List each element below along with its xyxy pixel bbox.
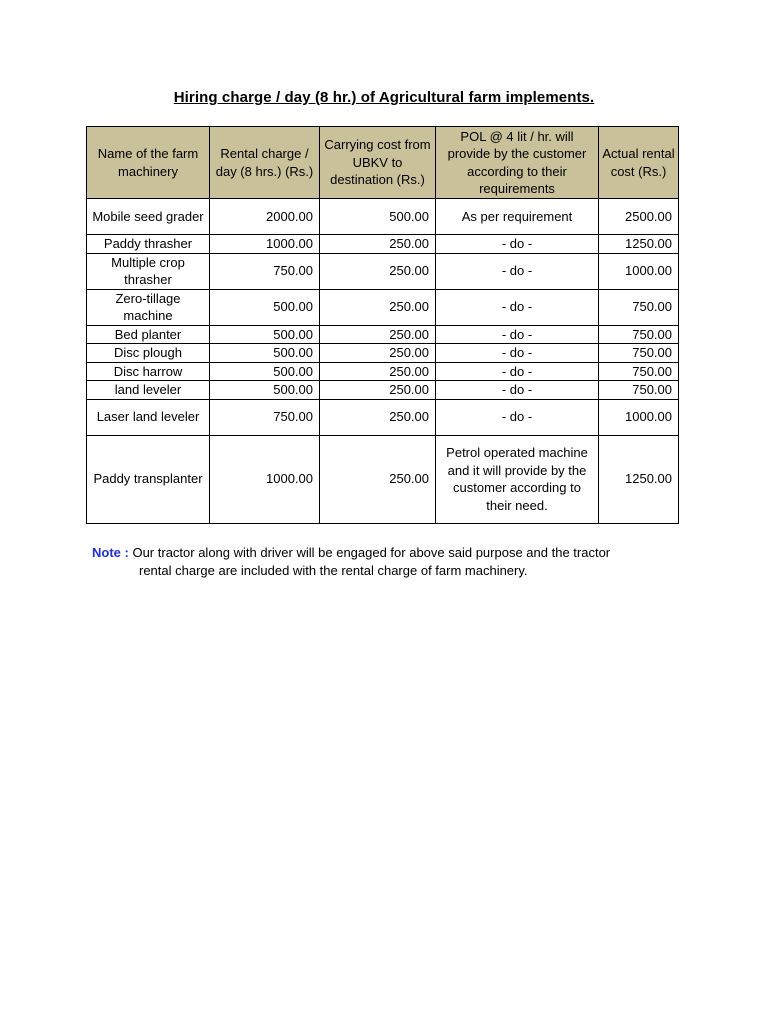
cell-carrying-cost: 250.00 bbox=[320, 344, 436, 363]
cell-actual-rental-cost: 750.00 bbox=[599, 289, 679, 325]
cell-actual-rental-cost: 1000.00 bbox=[599, 253, 679, 289]
cell-carrying-cost: 250.00 bbox=[320, 253, 436, 289]
hiring-charge-table bbox=[86, 126, 679, 524]
cell-pol: - do - bbox=[436, 325, 599, 344]
header-machinery-name: Name of the farm machinery bbox=[87, 127, 210, 199]
note-label: Note : bbox=[92, 545, 129, 560]
cell-rental-charge: 500.00 bbox=[210, 325, 320, 344]
cell-carrying-cost: 250.00 bbox=[320, 289, 436, 325]
cell-pol: - do - bbox=[436, 362, 599, 381]
cell-carrying-cost: 250.00 bbox=[320, 362, 436, 381]
cell-actual-rental-cost: 2500.00 bbox=[599, 199, 679, 235]
cell-machinery-name: Disc plough bbox=[87, 344, 210, 363]
cell-carrying-cost: 500.00 bbox=[320, 199, 436, 235]
cell-machinery-name: Paddy transplanter bbox=[87, 435, 210, 523]
cell-machinery-name: land leveler bbox=[87, 381, 210, 400]
cell-actual-rental-cost: 750.00 bbox=[599, 325, 679, 344]
cell-rental-charge: 500.00 bbox=[210, 289, 320, 325]
cell-actual-rental-cost: 1250.00 bbox=[599, 235, 679, 254]
cell-pol: - do - bbox=[436, 235, 599, 254]
table-row bbox=[87, 325, 679, 344]
cell-rental-charge: 750.00 bbox=[210, 399, 320, 435]
cell-actual-rental-cost: 750.00 bbox=[599, 362, 679, 381]
note-line-2: rental charge are included with the rental charge of farm machinery. bbox=[139, 562, 528, 578]
cell-actual-rental-cost: 750.00 bbox=[599, 344, 679, 363]
cell-carrying-cost: 250.00 bbox=[320, 235, 436, 254]
cell-rental-charge: 500.00 bbox=[210, 362, 320, 381]
cell-machinery-name: Zero-tillage machine bbox=[87, 289, 210, 325]
table-row bbox=[87, 344, 679, 363]
cell-pol: Petrol operated machine and it will provide by the customer according to their need. bbox=[436, 435, 599, 523]
table-row bbox=[87, 362, 679, 381]
cell-carrying-cost: 250.00 bbox=[320, 325, 436, 344]
cell-rental-charge: 500.00 bbox=[210, 381, 320, 400]
cell-machinery-name: Bed planter bbox=[87, 325, 210, 344]
table-row bbox=[87, 199, 679, 235]
table-header-row bbox=[87, 127, 679, 199]
cell-pol: - do - bbox=[436, 289, 599, 325]
cell-pol: As per requirement bbox=[436, 199, 599, 235]
note-text-1: Our tractor along with driver will be engaged for above said purpose and the tractor bbox=[132, 545, 611, 560]
table-row bbox=[87, 289, 679, 325]
cell-machinery-name: Disc harrow bbox=[87, 362, 210, 381]
cell-pol: - do - bbox=[436, 399, 599, 435]
table-row bbox=[87, 435, 679, 523]
table-row bbox=[87, 253, 679, 289]
cell-carrying-cost: 250.00 bbox=[320, 399, 436, 435]
cell-pol: - do - bbox=[436, 253, 599, 289]
cell-pol: - do - bbox=[436, 381, 599, 400]
header-pol: POL @ 4 lit / hr. will provide by the customer according to their requirements bbox=[436, 127, 599, 199]
cell-rental-charge: 1000.00 bbox=[210, 435, 320, 523]
header-rental-charge: Rental charge / day (8 hrs.) (Rs.) bbox=[210, 127, 320, 199]
cell-machinery-name: Mobile seed grader bbox=[87, 199, 210, 235]
table-row bbox=[87, 381, 679, 400]
cell-pol: - do - bbox=[436, 344, 599, 363]
table-row bbox=[87, 399, 679, 435]
cell-rental-charge: 2000.00 bbox=[210, 199, 320, 235]
table-row bbox=[87, 235, 679, 254]
cell-machinery-name: Paddy thrasher bbox=[87, 235, 210, 254]
header-carrying-cost: Carrying cost from UBKV to destination (Rs.) bbox=[320, 127, 436, 199]
cell-rental-charge: 1000.00 bbox=[210, 235, 320, 254]
note-block bbox=[92, 544, 682, 579]
cell-carrying-cost: 250.00 bbox=[320, 381, 436, 400]
cell-actual-rental-cost: 1250.00 bbox=[599, 435, 679, 523]
cell-machinery-name: Multiple crop thrasher bbox=[87, 253, 210, 289]
cell-rental-charge: 750.00 bbox=[210, 253, 320, 289]
header-actual-rental-cost: Actual rental cost (Rs.) bbox=[599, 127, 679, 199]
cell-carrying-cost: 250.00 bbox=[320, 435, 436, 523]
cell-actual-rental-cost: 750.00 bbox=[599, 381, 679, 400]
cell-machinery-name: Laser land leveler bbox=[87, 399, 210, 435]
page-title: Hiring charge / day (8 hr.) of Agricultural farm implements. bbox=[173, 89, 595, 106]
note-line-1 bbox=[92, 544, 682, 562]
cell-rental-charge: 500.00 bbox=[210, 344, 320, 363]
cell-actual-rental-cost: 1000.00 bbox=[599, 399, 679, 435]
